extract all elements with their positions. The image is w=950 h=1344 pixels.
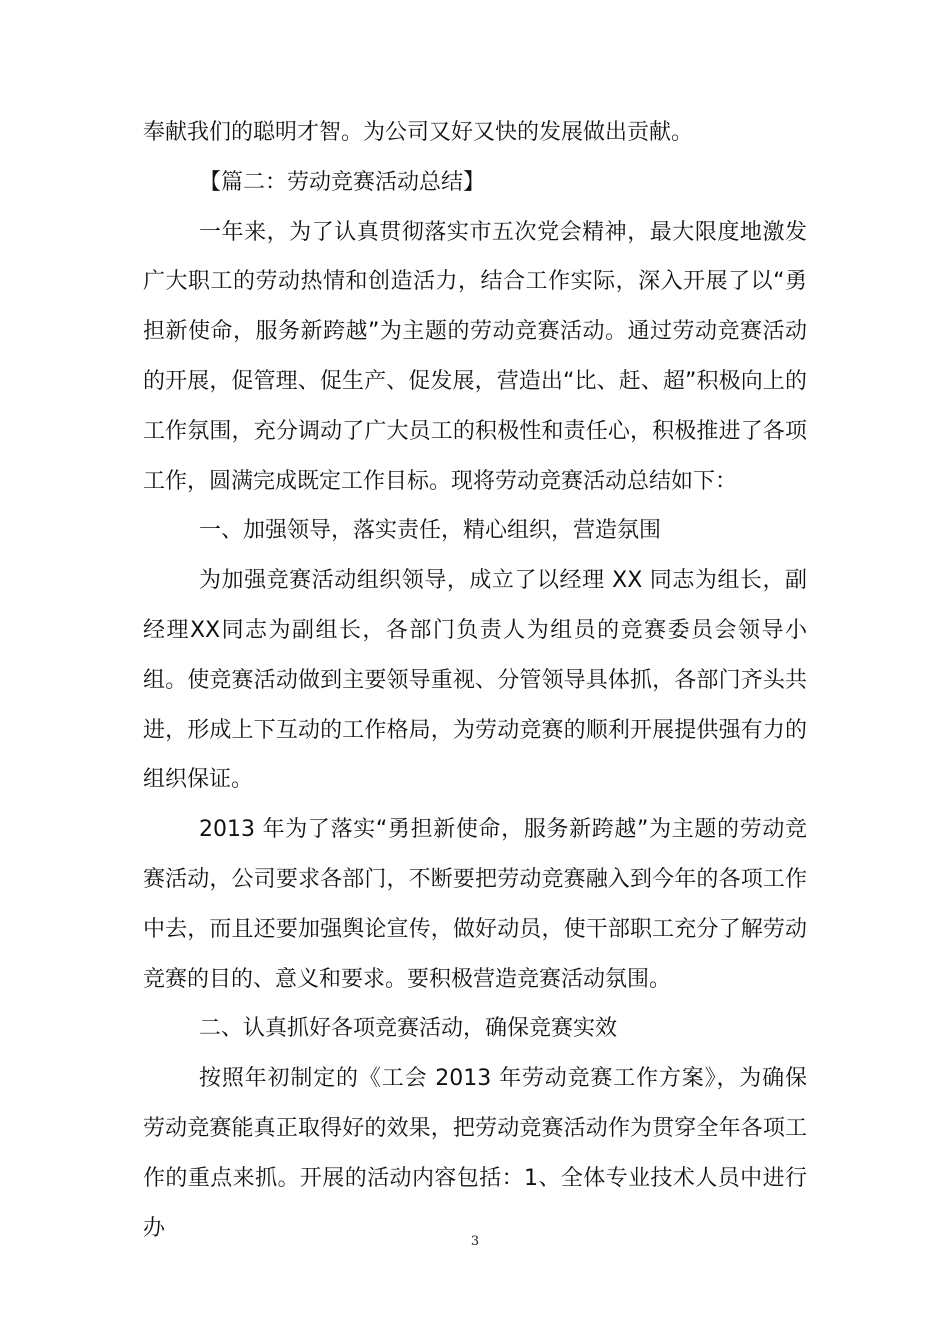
document-body: [143, 108, 807, 1253]
page-number: 3: [470, 1234, 480, 1249]
heading-two: 二、认真抓好各项竞赛活动，确保竞赛实效: [199, 1016, 618, 1042]
heading-one: 一、加强领导，落实责任，精心组织，营造氛围: [199, 518, 662, 544]
section-title: 【篇二：劳动竞赛活动总结】: [199, 169, 486, 195]
paragraph-intro: 一年来，为了认真贯彻落实市五次党会精神，最大限度地激发广大职工的劳动热情和创造活力，结合工作实际，深入开展了以“勇担新使命，服务新跨越”为主题的劳动竞赛活动。通过劳动竞赛活动的开展，促管理、促生产、促发展，营造出“比、赶、超”积极向上的工作氛围，充分调动了广大员工的积极性和责任心，积极推进了各项工作，圆满完成既定工作目标。现将劳动竞赛活动总结如下：: [143, 219, 807, 494]
paragraph-continuation: 奉献我们的聪明才智。为公司又好又快的发展做出贡献。: [143, 120, 694, 145]
paragraph-leadership: 为加强竞赛活动组织领导，成立了以经理 XX 同志为组长，副经理XX同志为副组长，各部门负责人为组员的竞赛委员会领导小组。使竞赛活动做到主要领导重视、分管领导具体抓，各部门齐头共进，形成上下互动的工作格局，为劳动竞赛的顺利开展提供强有力的组织保证。: [143, 568, 807, 793]
paragraph-plan: 按照年初制定的《工会 2013 年劳动竞赛工作方案》，为确保劳动竞赛能真正取得好的效果，把劳动竞赛活动作为贯穿全年各项工作的重点来抓。开展的活动内容包括：1、全体专业技术人员中进行办: [143, 1066, 807, 1241]
paragraph-2013: 2013 年为了落实“勇担新使命，服务新跨越”为主题的劳动竞赛活动，公司要求各部门，不断要把劳动竞赛融入到今年的各项工作中去，而且还要加强舆论宣传，做好动员，使干部职工充分了解劳动竞赛的目的、意义和要求。要积极营造竞赛活动氛围。: [143, 817, 807, 992]
